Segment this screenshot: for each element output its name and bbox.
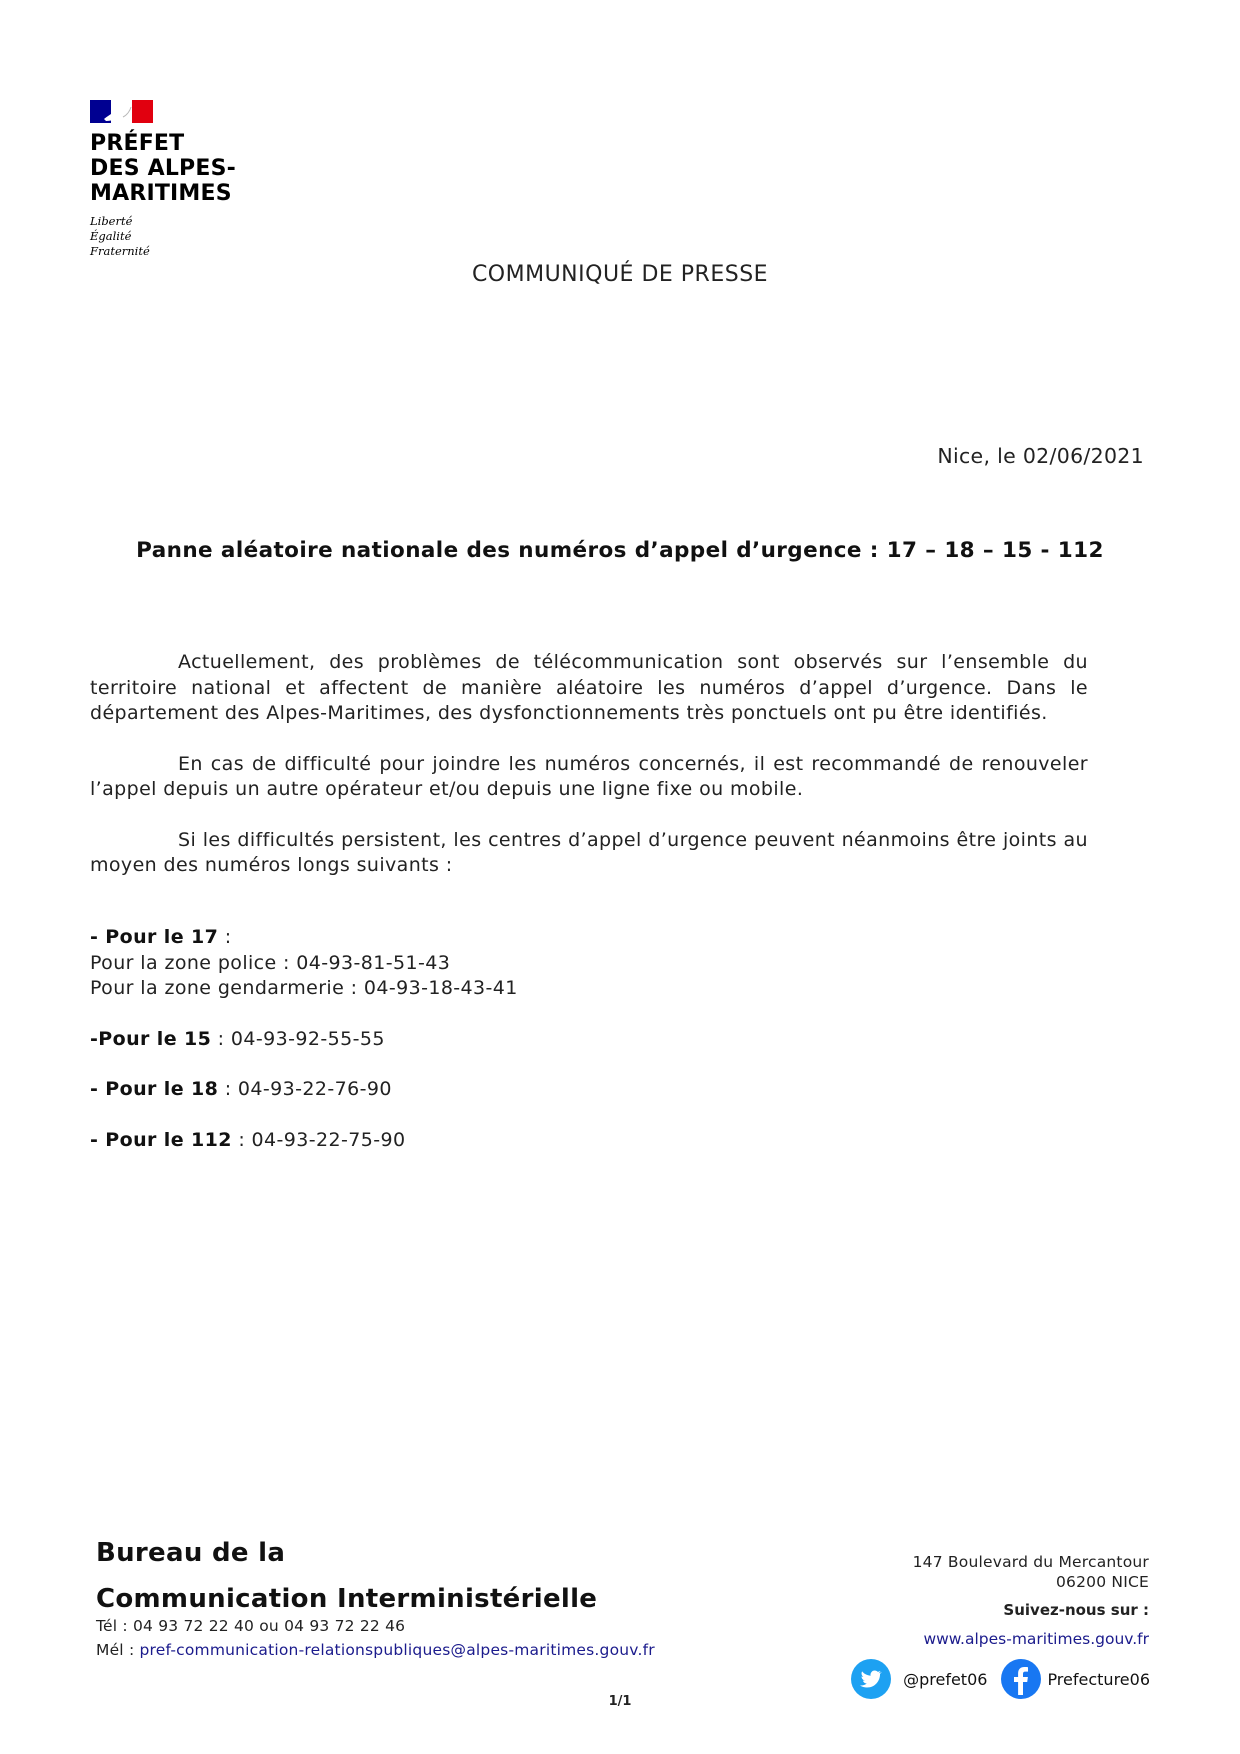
paragraph-1: Actuellement, des problèmes de télécommunication sont observés sur l’ensemble du territoire national et affectent de manière aléatoire les numéros d’appel d’urgence. Dans le département des Alpes-Maritimes, des dysfonctionnements très ponctuels ont pu être identifiés. — [90, 651, 1088, 724]
republic-motto — [90, 214, 236, 259]
police-number: Pour la zone police : 04-93-81-51-43 — [90, 951, 451, 974]
number-18-label: - Pour le 18 — [90, 1078, 219, 1100]
bureau-line-2: Communication Interministérielle — [96, 1584, 598, 1614]
twitter-icon[interactable] — [851, 1659, 891, 1699]
phone-first: Tél : 04 93 72 22 40 — [96, 1617, 260, 1635]
republic-flag-icon — [90, 100, 153, 123]
number-112-value: : 04-93-22-75-90 — [231, 1128, 406, 1151]
paragraph-3: Si les difficultés persistent, les centres d’appel d’urgence peuvent néanmoins être joints au moyen des numéros longs suivants : — [90, 828, 1088, 876]
number-17-block — [90, 925, 518, 1002]
twitter-handle[interactable]: @prefet06 — [903, 1669, 988, 1689]
phone-or: ou — [259, 1617, 279, 1635]
facebook-icon[interactable] — [1001, 1659, 1041, 1699]
facebook-handle[interactable]: Prefecture06 — [1047, 1669, 1150, 1689]
address-line-2: 06200 NICE — [1055, 1573, 1149, 1591]
phone-second: 04 93 72 22 46 — [278, 1617, 406, 1635]
emergency-numbers-list — [90, 925, 518, 1178]
org-line-1: PRÉFET — [90, 131, 185, 156]
mail-label: Mél : — [96, 1641, 140, 1659]
paragraph-2: En cas de difficulté pour joindre les numéros concernés, il est recommandé de renouveler l’appel depuis un autre opérateur et/ou depuis une ligne fixe ou mobile. — [90, 752, 1088, 800]
number-18-block — [90, 1077, 518, 1103]
contact-info — [96, 1614, 655, 1662]
motto-egalite: Égalité — [90, 229, 132, 243]
address-line-1: 147 Boulevard du Mercantour — [912, 1553, 1149, 1571]
phone-line — [96, 1614, 655, 1638]
number-112-label: - Pour le 112 — [90, 1128, 232, 1151]
number-112-block — [90, 1128, 518, 1154]
number-17-suffix: : — [218, 926, 232, 948]
postal-address — [913, 1552, 1149, 1592]
body-text — [90, 650, 1088, 904]
number-15-block — [90, 1027, 518, 1053]
org-line-2: DES ALPES- — [90, 156, 236, 181]
number-17-label: - Pour le 17 — [90, 926, 219, 948]
mail-link[interactable]: pref-communication-relationspubliques@alpes-maritimes.gouv.fr — [139, 1641, 655, 1659]
document-date: Nice, le 02/06/2021 — [937, 444, 1144, 468]
gendarmerie-number: Pour la zone gendarmerie : 04-93-18-43-41 — [90, 977, 518, 999]
motto-liberte: Liberté — [90, 214, 133, 228]
social-links — [851, 1659, 1150, 1699]
motto-fraternite: Fraternité — [90, 244, 150, 258]
website-link[interactable]: www.alpes-maritimes.gouv.fr — [923, 1630, 1149, 1648]
number-15-value: : 04-93-92-55-55 — [211, 1027, 385, 1050]
number-18-value: : 04-93-22-76-90 — [218, 1078, 392, 1100]
org-line-3: MARITIMES — [90, 181, 232, 206]
bureau-line-1: Bureau de la — [96, 1538, 286, 1568]
document-type: COMMUNIQUÉ DE PRESSE — [471, 262, 769, 287]
organization-name — [90, 131, 236, 206]
number-15-label: -Pour le 15 — [90, 1027, 212, 1050]
follow-us-label: Suivez-nous sur : — [1003, 1601, 1149, 1619]
page-number: 1/1 — [608, 1694, 632, 1709]
mail-line — [96, 1638, 655, 1662]
document-headline: Panne aléatoire nationale des numéros d’appel d’urgence : 17 – 18 – 15 - 112 — [136, 538, 1104, 563]
bureau-title — [96, 1530, 597, 1622]
prefecture-logo — [90, 100, 236, 259]
